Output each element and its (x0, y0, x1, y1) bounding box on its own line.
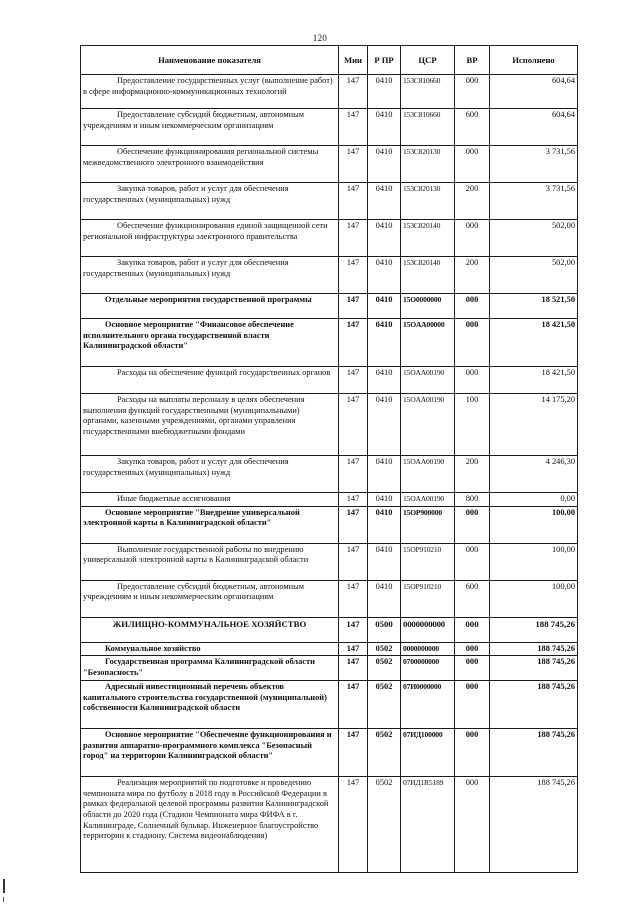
row-vr: 800 (455, 493, 490, 507)
row-vr: 000 (455, 294, 490, 319)
row-name: Обеспечение функционирования единой защищенной сети региональной инфраструктуры электронного правительства (81, 220, 339, 257)
row-vr: 000 (455, 656, 490, 681)
row-min: 147 (339, 294, 368, 319)
row-name: Государственная программа Калининградской области "Безопасность" (81, 656, 339, 681)
scan-artifact-mark (3, 879, 5, 893)
row-csr: 15OP910210 (401, 543, 455, 580)
table-row (81, 729, 578, 777)
row-amount: 14 175,20 (490, 394, 578, 456)
row-amount: 188 745,26 (490, 617, 578, 642)
row-amount: 100,00 (490, 506, 578, 543)
row-rpr: 0410 (368, 294, 401, 319)
row-vr: 000 (455, 506, 490, 543)
table-row (81, 367, 578, 394)
row-rpr: 0410 (368, 220, 401, 257)
row-csr: 15OAA00190 (401, 367, 455, 394)
row-name: Закупка товаров, работ и услуг для обеспечения государственных (муниципальных) нужд (81, 257, 339, 294)
table-row (81, 294, 578, 319)
row-csr: 153C820140 (401, 257, 455, 294)
row-name: Расходы на обеспечение функций государственных органов (81, 367, 339, 394)
row-vr: 000 (455, 543, 490, 580)
row-min: 147 (339, 681, 368, 729)
row-vr: 200 (455, 183, 490, 220)
row-amount: 188 745,26 (490, 777, 578, 873)
row-vr: 000 (455, 75, 490, 109)
page-number: 120 (312, 33, 328, 43)
row-amount: 18 521,50 (490, 294, 578, 319)
row-name: Реализация мероприятий по подготовке и проведению чемпионата мира по футболу в 2018 году в Российской Федерации в рамках федеральной целевой программы развития Калининградской области до 2020 года (Стадион Чемпионата мира ФИФА в г. Калининграде, Солнечный бульвар. Инженерное благоустройство территории к стадиону. Система видеонаблюдения) (81, 777, 339, 873)
row-csr: 07И0000000 (401, 681, 455, 729)
table-row (81, 319, 578, 367)
row-amount: 100,00 (490, 543, 578, 580)
table-row (81, 257, 578, 294)
row-csr: 15OAA00190 (401, 456, 455, 493)
table-row (81, 493, 578, 507)
row-vr: 200 (455, 456, 490, 493)
row-rpr: 0502 (368, 681, 401, 729)
row-amount: 188 745,26 (490, 729, 578, 777)
row-name: Основное мероприятие "Обеспечение функционирования и развития аппаратно-программного комплекса "Безопасный город" на территории Калининградской области" (81, 729, 339, 777)
row-name: Предоставление субсидий бюджетным, автономным учреждениям и иным некоммерческим организациям (81, 580, 339, 617)
row-name: Обеспечение функционирования региональной системы межведомственного электронного взаимодействия (81, 146, 339, 183)
col-header-vr: ВР (455, 46, 490, 75)
row-name: Отдельные мероприятия государственной программы (81, 294, 339, 319)
row-min: 147 (339, 367, 368, 394)
row-csr: 15O0000000 (401, 294, 455, 319)
row-name: Основное мероприятие "Внедрение универсальной электронной карты в Калининградской области" (81, 506, 339, 543)
row-amount: 604,64 (490, 109, 578, 146)
row-name: Иные бюджетные ассигнования (81, 493, 339, 507)
row-min: 147 (339, 656, 368, 681)
row-csr: 15OP910210 (401, 580, 455, 617)
table-row (81, 543, 578, 580)
row-min: 147 (339, 777, 368, 873)
row-csr: 07ИД1R5189 (401, 777, 455, 873)
row-vr: 600 (455, 580, 490, 617)
row-name: ЖИЛИЩНО-КОММУНАЛЬНОЕ ХОЗЯЙСТВО (81, 617, 339, 642)
row-csr: 153C810660 (401, 109, 455, 146)
col-header-rpr: Р ПР (368, 46, 401, 75)
row-min: 147 (339, 220, 368, 257)
col-header-amount: Исполнено (490, 46, 578, 75)
row-name: Выполнение государственной работы по внедрению универсальной электронной карты в Калининградской области (81, 543, 339, 580)
row-min: 147 (339, 319, 368, 367)
row-vr: 100 (455, 394, 490, 456)
row-rpr: 0410 (368, 394, 401, 456)
row-min: 147 (339, 617, 368, 642)
row-rpr: 0410 (368, 493, 401, 507)
row-csr: 153C820130 (401, 146, 455, 183)
scan-artifact-mark (3, 897, 4, 902)
table-row (81, 681, 578, 729)
row-min: 147 (339, 394, 368, 456)
table-row (81, 777, 578, 873)
row-min: 147 (339, 506, 368, 543)
table-row (81, 506, 578, 543)
row-vr: 000 (455, 777, 490, 873)
row-rpr: 0410 (368, 543, 401, 580)
row-name: Расходы на выплаты персоналу в целях обеспечения выполнения функций государственными (муниципальными) органами, казенными учреждениями, органами управления государственными внебюджетными фондами (81, 394, 339, 456)
row-min: 147 (339, 183, 368, 220)
row-csr: 153C810660 (401, 75, 455, 109)
row-min: 147 (339, 543, 368, 580)
row-vr: 000 (455, 220, 490, 257)
row-vr: 000 (455, 319, 490, 367)
row-name: Коммунальное хозяйство (81, 642, 339, 656)
table-row (81, 75, 578, 109)
row-rpr: 0502 (368, 729, 401, 777)
table-row (81, 109, 578, 146)
row-min: 147 (339, 146, 368, 183)
row-rpr: 0410 (368, 506, 401, 543)
table-row (81, 146, 578, 183)
col-header-min: Мин (339, 46, 368, 75)
row-vr: 200 (455, 257, 490, 294)
row-amount: 18 421,50 (490, 319, 578, 367)
table-row (81, 656, 578, 681)
row-name: Закупка товаров, работ и услуг для обеспечения государственных (муниципальных) нужд (81, 456, 339, 493)
row-min: 147 (339, 257, 368, 294)
row-csr: 15OAA00190 (401, 394, 455, 456)
row-rpr: 0410 (368, 75, 401, 109)
row-vr: 000 (455, 617, 490, 642)
col-header-name: Наименование показателя (81, 46, 339, 75)
table-row (81, 642, 578, 656)
table-header-row (81, 46, 578, 75)
row-rpr: 0410 (368, 183, 401, 220)
row-csr: 07ИД100000 (401, 729, 455, 777)
row-amount: 604,64 (490, 75, 578, 109)
row-rpr: 0410 (368, 456, 401, 493)
row-rpr: 0410 (368, 146, 401, 183)
row-rpr: 0410 (368, 367, 401, 394)
table-row (81, 394, 578, 456)
row-vr: 000 (455, 681, 490, 729)
row-rpr: 0410 (368, 257, 401, 294)
table-row (81, 183, 578, 220)
row-name: Предоставление государственных услуг (выполнение работ) в сфере информационно-коммуникационных технологий (81, 75, 339, 109)
row-csr: 0000000000 (401, 617, 455, 642)
row-min: 147 (339, 642, 368, 656)
row-name: Адресный инвестиционный перечень объектов капитального строительства государственной (муниципальной) собственности Калининградской области (81, 681, 339, 729)
row-amount: 4 246,30 (490, 456, 578, 493)
row-csr: 15OP900000 (401, 506, 455, 543)
row-amount: 502,00 (490, 257, 578, 294)
budget-table (80, 45, 578, 873)
row-amount: 188 745,26 (490, 681, 578, 729)
row-amount: 188 745,26 (490, 642, 578, 656)
row-vr: 000 (455, 367, 490, 394)
row-min: 147 (339, 456, 368, 493)
row-csr: 0700000000 (401, 656, 455, 681)
row-csr: 153C820140 (401, 220, 455, 257)
table-row (81, 617, 578, 642)
row-rpr: 0502 (368, 656, 401, 681)
row-vr: 000 (455, 146, 490, 183)
row-min: 147 (339, 109, 368, 146)
row-min: 147 (339, 75, 368, 109)
row-amount: 18 421,50 (490, 367, 578, 394)
row-amount: 188 745,26 (490, 656, 578, 681)
row-amount: 3 731,56 (490, 183, 578, 220)
row-min: 147 (339, 580, 368, 617)
table-row (81, 456, 578, 493)
row-vr: 000 (455, 729, 490, 777)
row-min: 147 (339, 729, 368, 777)
row-rpr: 0410 (368, 580, 401, 617)
row-vr: 600 (455, 109, 490, 146)
row-rpr: 0410 (368, 319, 401, 367)
row-rpr: 0502 (368, 642, 401, 656)
table-row (81, 580, 578, 617)
row-name: Предоставление субсидий бюджетным, автономным учреждениям и иным некоммерческим организациям (81, 109, 339, 146)
row-amount: 502,00 (490, 220, 578, 257)
row-vr: 000 (455, 642, 490, 656)
row-rpr: 0410 (368, 109, 401, 146)
row-rpr: 0502 (368, 777, 401, 873)
row-amount: 100,00 (490, 580, 578, 617)
row-csr: 15OAA00190 (401, 493, 455, 507)
col-header-csr: ЦСР (401, 46, 455, 75)
row-amount: 3 731,56 (490, 146, 578, 183)
row-csr: 153C820130 (401, 183, 455, 220)
row-name: Закупка товаров, работ и услуг для обеспечения государственных (муниципальных) нужд (81, 183, 339, 220)
row-amount: 0,00 (490, 493, 578, 507)
row-min: 147 (339, 493, 368, 507)
row-rpr: 0500 (368, 617, 401, 642)
table-row (81, 220, 578, 257)
row-csr: 15OAA00000 (401, 319, 455, 367)
row-csr: 0000000000 (401, 642, 455, 656)
row-name: Основное мероприятие "Финансовое обеспечение исполнительного органа государственной власти Калининградской области" (81, 319, 339, 367)
